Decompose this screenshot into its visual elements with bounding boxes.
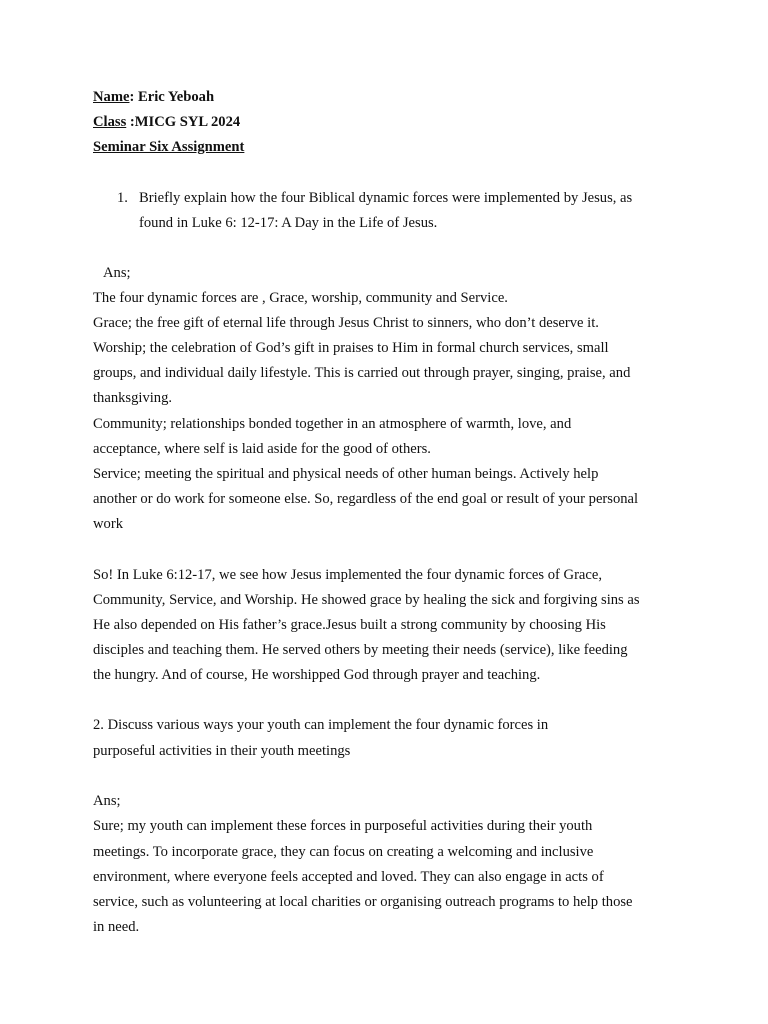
answer1-line: thanksgiving. <box>93 390 173 406</box>
class-label: Class <box>93 114 127 130</box>
answer1-line: Service; meeting the spiritual and physical needs of other human beings. Actively help <box>93 466 599 482</box>
answer1-line: acceptance, where self is laid aside for the good of others. <box>93 441 431 457</box>
answer1-line: another or do work for someone else. So, regardless of the end goal or result of your personal <box>93 491 639 507</box>
answer2-line: meetings. To incorporate grace, they can focus on creating a welcoming and inclusive <box>93 844 594 860</box>
answer1-para2-line: So! In Luke 6:12-17, we see how Jesus implemented the four dynamic forces of Grace, <box>93 567 603 583</box>
name-value: : Eric Yeboah <box>129 89 215 105</box>
answer1-para2-line: the hungry. And of course, He worshipped God through prayer and teaching. <box>93 667 541 683</box>
assignment-title: Seminar Six Assignment <box>93 139 245 155</box>
question1-number: 1. <box>117 190 128 206</box>
answer1-line: groups, and individual daily lifestyle. This is carried out through prayer, singing, praise, and <box>93 365 631 381</box>
answer1-line: Community; relationships bonded together in an atmosphere of warmth, love, and <box>93 416 572 432</box>
answer2-line: environment, where everyone feels accepted and loved. They can also engage in acts of <box>93 869 604 885</box>
question1-line2: found in Luke 6: 12-17: A Day in the Life of Jesus. <box>139 215 438 231</box>
answer1-para2-line: disciples and teaching them. He served others by meeting their needs (service), like feeding <box>93 642 628 658</box>
name-line <box>93 88 214 106</box>
answer1-para2-line: Community, Service, and Worship. He showed grace by healing the sick and forgiving sins as <box>93 592 640 608</box>
answer2-line: service, such as volunteering at local charities or organising outreach programs to help those <box>93 894 633 910</box>
class-line <box>93 113 240 131</box>
question2-line1: 2. Discuss various ways your youth can implement the four dynamic forces in <box>93 717 549 733</box>
answer1-line: work <box>93 516 123 532</box>
answer1-label: Ans; <box>103 265 131 281</box>
name-label: Name <box>93 89 130 105</box>
answer2-line: Sure; my youth can implement these forces in purposeful activities during their youth <box>93 818 593 834</box>
answer1-line: Worship; the celebration of God’s gift in praises to Him in formal church services, small <box>93 340 609 356</box>
answer1-para2-line: He also depended on His father’s grace.Jesus built a strong community by choosing His <box>93 617 606 633</box>
answer1-line: Grace; the free gift of eternal life through Jesus Christ to sinners, who don’t deserve it. <box>93 315 599 331</box>
answer2-label: Ans; <box>93 793 121 809</box>
question1-line1: Briefly explain how the four Biblical dynamic forces were implemented by Jesus, as <box>139 190 633 206</box>
answer2-line: in need. <box>93 919 140 935</box>
answer1-line: The four dynamic forces are , Grace, worship, community and Service. <box>93 290 508 306</box>
class-value: :MICG SYL 2024 <box>126 114 241 130</box>
question2-line2: purposeful activities in their youth meetings <box>93 743 351 759</box>
